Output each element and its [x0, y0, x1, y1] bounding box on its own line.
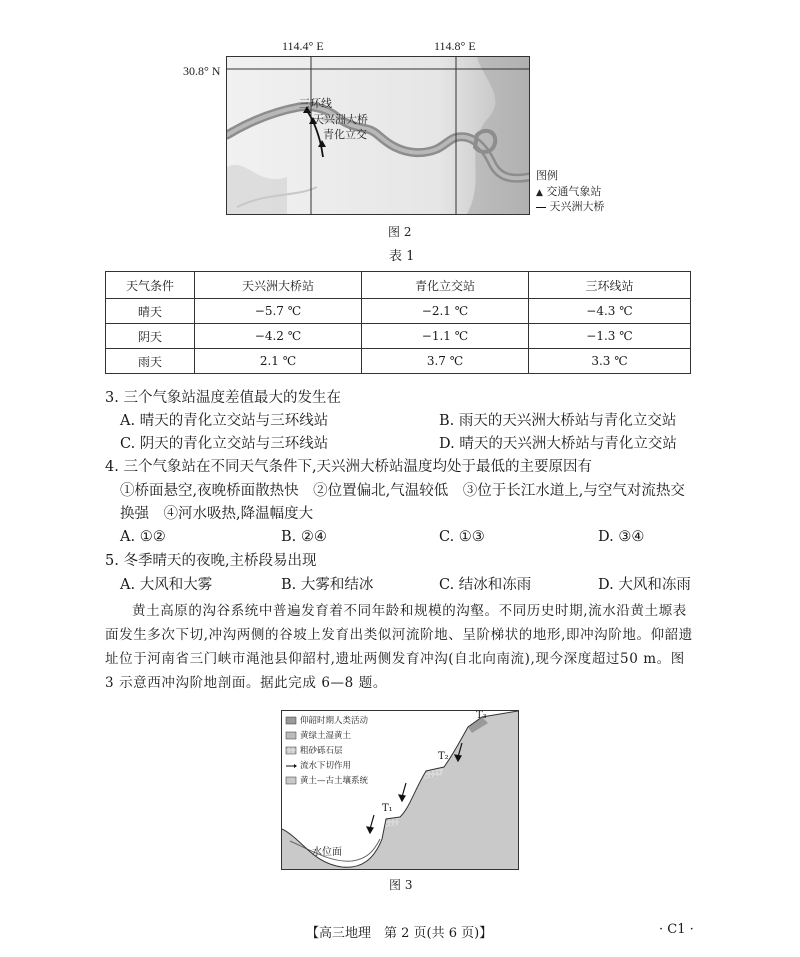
legend-loess-paleosol: 黄土—古土壤系统 — [300, 776, 369, 786]
q4-option-a: A. ①② — [120, 529, 166, 545]
table-cell: 3.7 ℃ — [362, 349, 529, 374]
page-footer: 【高三地理 第 2 页(共 6 页)】 — [306, 926, 493, 941]
water-level-label: 水位面 — [312, 847, 342, 858]
map-legend-title: 图例 — [536, 169, 558, 182]
wuhan-map — [226, 56, 530, 215]
terrace-t2-label: T₂ — [438, 751, 449, 762]
q5-option-c: C. 结冰和冻雨 — [439, 577, 532, 593]
q4-option-c: C. ①③ — [439, 529, 485, 545]
q4-option-d: D. ③④ — [598, 529, 645, 545]
q4-stem: 4. 三个气象站在不同天气条件下,天兴洲大桥站温度均处于最低的主要原因有 — [105, 459, 593, 475]
q5-stem: 5. 冬季晴天的夜晚,主桥段易出现 — [105, 553, 317, 569]
fig3-legend-swatches — [286, 717, 297, 784]
label-qinghua: 青化立交 — [323, 128, 367, 141]
q4-option-b: B. ②④ — [281, 529, 327, 545]
table-cell: −4.3 ℃ — [529, 299, 691, 324]
table-cell: −2.1 ℃ — [362, 299, 529, 324]
q4-statements-line2: 换强 ④河水吸热,降温幅度大 — [120, 506, 314, 522]
terrace-t3-label: T₃ — [476, 710, 487, 721]
q4-statements-line1: ①桥面悬空,夜晚桥面散热快 ②位置偏北,气温较低 ③位于长江水道上,与空气对流热交 — [120, 483, 685, 499]
q5-option-b: B. 大雾和结冰 — [281, 577, 374, 593]
table-cell: 3.3 ℃ — [529, 349, 691, 374]
longitude-label-left: 114.4° E — [282, 39, 324, 53]
table-cell: −1.3 ℃ — [529, 324, 691, 349]
table-cell: 雨天 — [106, 349, 195, 374]
table-header-cell: 天兴洲大桥站 — [195, 272, 362, 299]
legend-gravel: 粗砂砾石层 — [300, 746, 343, 756]
longitude-label-right: 114.8° E — [434, 39, 476, 53]
legend-bridge-label: 天兴洲大桥 — [549, 200, 605, 213]
table-header-row — [106, 272, 691, 299]
table-cell: 晴天 — [106, 299, 195, 324]
legend-loess-upper: 黄绿土湿黄土 — [300, 731, 352, 741]
map-legend-bridge — [536, 198, 605, 214]
latitude-label: 30.8° N — [183, 64, 221, 78]
temperature-table — [105, 271, 691, 374]
q5-option-d: D. 大风和冻雨 — [598, 577, 691, 593]
table-row — [106, 299, 691, 324]
table-cell: −5.7 ℃ — [195, 299, 362, 324]
table-header-cell: 三环线站 — [529, 272, 691, 299]
table-row — [106, 324, 691, 349]
reading-passage — [105, 599, 697, 695]
q3-option-b: B. 雨天的天兴洲大桥站与青化立交站 — [439, 413, 677, 429]
triangle-icon: ▲ — [536, 188, 543, 198]
legend-downcutting: 流水下切作用 — [300, 761, 352, 771]
q3-stem: 3. 三个气象站温度差值最大的发生在 — [105, 390, 341, 406]
table-cell: −1.1 ℃ — [362, 324, 529, 349]
map-drawing — [227, 57, 529, 214]
legend-yangshao: 仰韶时期人类活动 — [300, 716, 369, 726]
paper-code: · C1 · — [659, 922, 694, 937]
figure3-caption: 图 3 — [389, 878, 413, 892]
q3-option-d: D. 晴天的天兴洲大桥站与青化立交站 — [439, 436, 677, 452]
terrace-t1-label: T₁ — [382, 803, 393, 814]
label-sanhuan: 三环线 — [299, 97, 332, 110]
legend-station-label: 交通气象站 — [546, 185, 602, 198]
table-cell: 2.1 ℃ — [195, 349, 362, 374]
map-legend-station — [536, 183, 601, 199]
table-cell: 阴天 — [106, 324, 195, 349]
q3-option-a: A. 晴天的青化立交站与三环线站 — [120, 413, 329, 429]
table-header-cell: 天气条件 — [106, 272, 195, 299]
table1-title: 表 1 — [389, 249, 415, 264]
figure2-caption: 图 2 — [388, 225, 412, 239]
label-bridge: 天兴洲大桥 — [313, 113, 368, 126]
table-row — [106, 349, 691, 374]
passage-text: 黄土高原的沟谷系统中普遍发育着不同年龄和规模的沟壑。不同历史时期,流水沿黄土塬表面发生多次下切,冲沟两侧的谷坡上发育出类似河流阶地、呈阶梯状的地形,即冲沟阶地。仰韶遗址位于河南省三门峡市渑池县仰韶村,遗址两侧发育冲沟(自北向南流),现今深度超过50 m。图 3 示意西冲沟阶地剖面。据此完成 6—8 题。 — [105, 603, 693, 691]
q3-option-c: C. 阴天的青化立交站与三环线站 — [120, 436, 329, 452]
q5-option-a: A. 大风和大雾 — [120, 577, 213, 593]
table-header-cell: 青化立交站 — [362, 272, 529, 299]
fig3-legend — [300, 714, 368, 789]
gully-terrace-profile — [281, 710, 519, 870]
table-cell: −4.2 ℃ — [195, 324, 362, 349]
line-icon — [536, 207, 546, 208]
